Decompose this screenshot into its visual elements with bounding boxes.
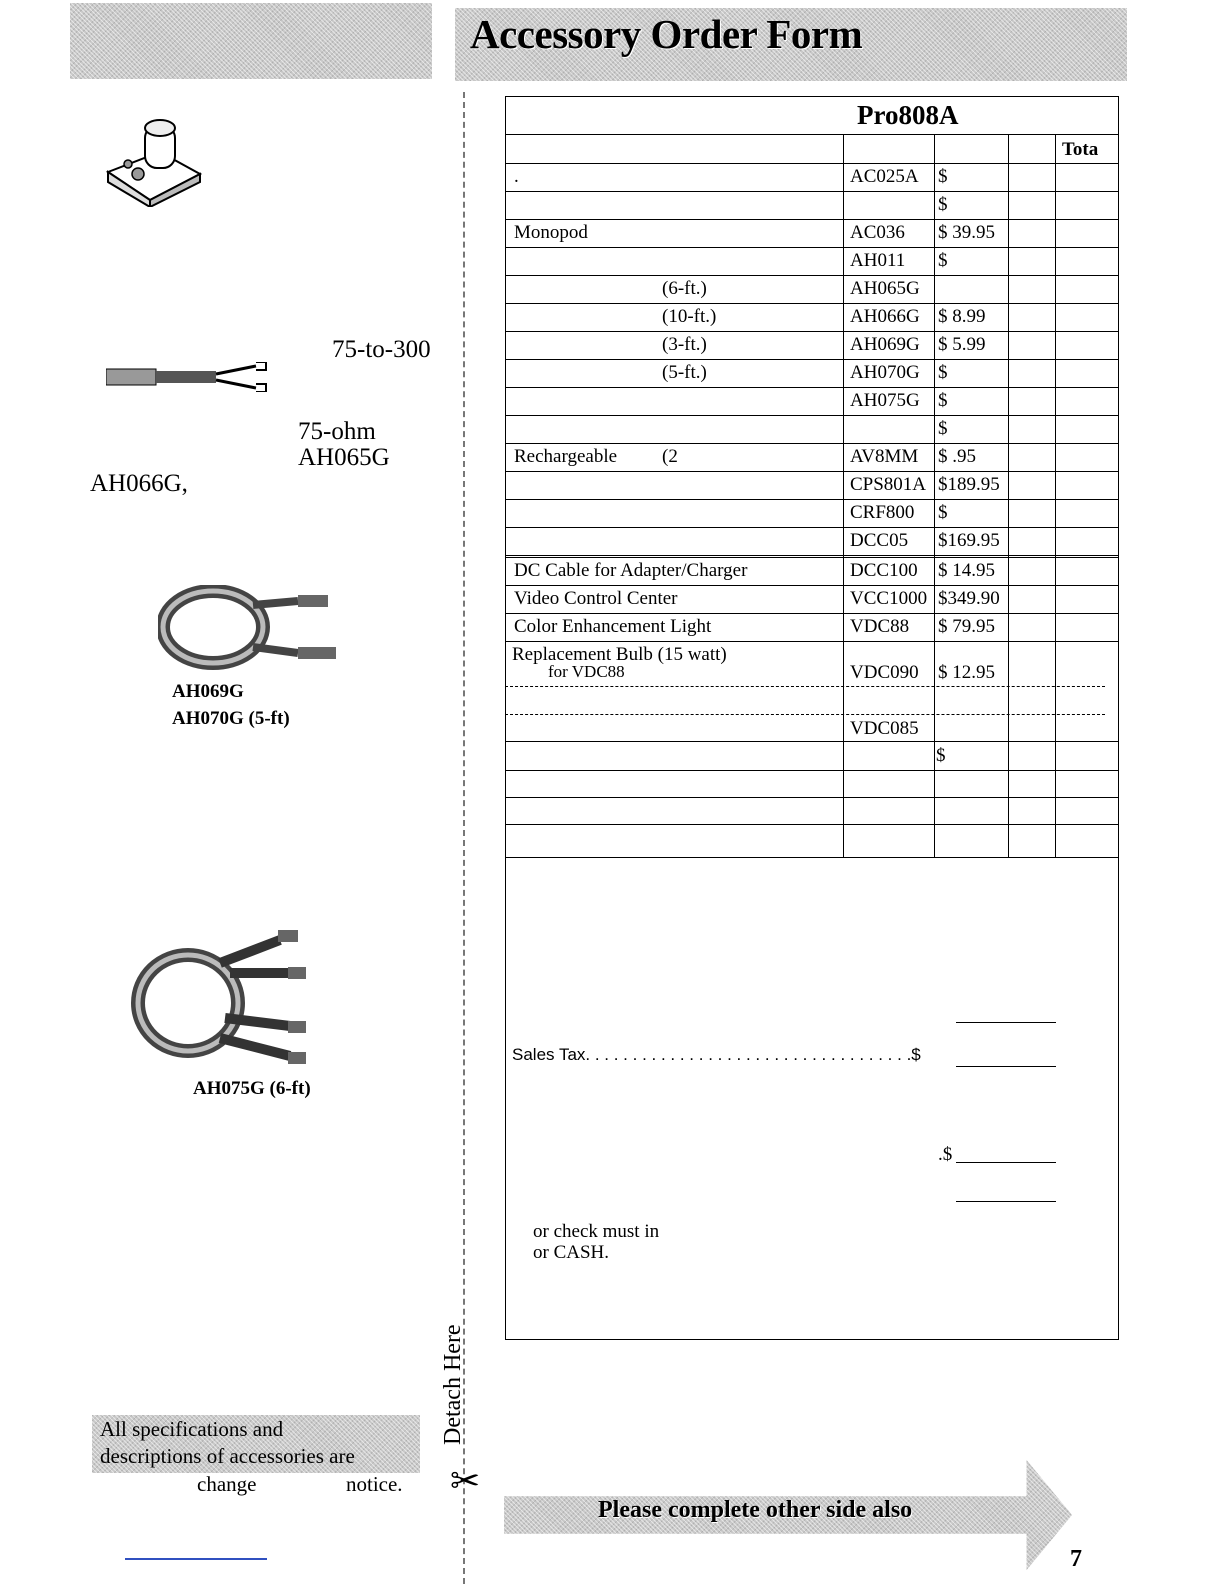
transformer-cable-icon — [106, 362, 271, 392]
row-description: Video Control Center — [514, 588, 678, 609]
total-cell[interactable] — [1057, 275, 1117, 301]
row-price: $169.95 — [938, 530, 1000, 551]
triple-rca-cable-icon — [130, 918, 320, 1068]
shipping-line[interactable] — [956, 1162, 1056, 1163]
row-price: $349.90 — [938, 588, 1000, 609]
total-cell[interactable] — [1057, 527, 1117, 553]
row-item-code: AC025A — [850, 166, 919, 187]
code-ah065g-text: AH065G — [298, 444, 390, 471]
total-column-header: Tota — [1062, 139, 1099, 160]
total-cell[interactable] — [1057, 557, 1117, 583]
total-cell[interactable] — [1057, 247, 1117, 273]
grid-rule — [505, 770, 1119, 771]
grid-rule — [505, 824, 1119, 825]
row-item-code: AH070G — [850, 362, 920, 383]
row-length: (10-ft.) — [662, 306, 717, 327]
row-price: $ 14.95 — [938, 560, 995, 581]
notice-line-2: descriptions of accessories are — [100, 1444, 355, 1468]
quantity-cell[interactable] — [1010, 191, 1055, 217]
row-price: $ — [938, 362, 948, 383]
row-description: . — [514, 166, 519, 187]
notice-change-word: change — [197, 1472, 257, 1496]
row-length: (3-ft.) — [662, 334, 707, 355]
row-price: $ 79.95 — [938, 616, 995, 637]
sales-tax-label: Sales Tax. . . . . . . . . . . . . . . . . . . . . . . . . . . . . . . . . . .$ — [512, 1045, 921, 1064]
total-line[interactable] — [956, 1201, 1056, 1202]
total-cell[interactable] — [1057, 471, 1117, 497]
grid-rule — [505, 857, 1119, 858]
row-price: $ 8.99 — [938, 306, 986, 327]
quantity-cell[interactable] — [1010, 247, 1055, 273]
quantity-cell[interactable] — [1010, 557, 1055, 583]
row-length: (6-ft.) — [662, 278, 707, 299]
impedance-text: 75-to-300 — [332, 336, 431, 363]
notice-notice-word: notice. — [346, 1472, 403, 1496]
row-price: $189.95 — [938, 474, 1000, 495]
row-price: $ — [938, 250, 948, 271]
total-cell[interactable] — [1057, 163, 1117, 189]
row-item-code: DCC05 — [850, 530, 909, 551]
row-length: (2 — [662, 446, 678, 467]
ohm-text: 75-ohm — [298, 418, 376, 445]
quantity-cell[interactable] — [1010, 471, 1055, 497]
total-cell[interactable] — [1057, 303, 1117, 329]
grid-dashed-rule — [505, 714, 1105, 715]
grid-column-rule — [1055, 134, 1056, 857]
quantity-cell[interactable] — [1010, 387, 1055, 413]
bulb-price: $ 12.95 — [938, 662, 995, 683]
row-description: Monopod — [514, 222, 588, 243]
quantity-cell[interactable] — [1010, 415, 1055, 441]
grid-rule — [505, 741, 1119, 742]
total-cell[interactable] — [1057, 387, 1117, 413]
bulb-desc-line1: Replacement Bulb (15 watt) — [512, 644, 727, 665]
row-item-code: CRF800 — [850, 502, 915, 523]
grid-dashed-rule — [505, 686, 1105, 687]
row-item-code: AV8MM — [850, 446, 919, 467]
shipping-dollar: .$ — [938, 1144, 953, 1165]
row-item-code: AH066G — [850, 306, 920, 327]
complete-other-side-banner: Please complete other side also — [598, 1497, 913, 1523]
cable-ah070g-label: AH070G (5-ft) — [172, 708, 290, 729]
payment-line-2: or CASH. — [533, 1242, 610, 1263]
bulb-code: VDC090 — [850, 662, 919, 683]
grid-column-rule — [843, 134, 844, 857]
row-price: $ — [938, 166, 948, 187]
footer-rule — [125, 1558, 267, 1560]
cable-ah069g-label: AH069G — [172, 681, 244, 702]
model-heading: Pro808A — [857, 100, 959, 130]
row-price: $ — [938, 390, 948, 411]
detach-here-label: Detach Here — [440, 1324, 466, 1445]
grid-rule — [505, 134, 1119, 135]
row-price: $ 5.99 — [938, 334, 986, 355]
total-cell[interactable] — [1057, 499, 1117, 525]
total-cell[interactable] — [1057, 613, 1117, 639]
row-price: $ — [938, 502, 948, 523]
row-item-code: AH069G — [850, 334, 920, 355]
code-ah066g-text: AH066G, — [90, 470, 188, 497]
row-item-code: AH011 — [850, 250, 906, 271]
extra-price: $ — [936, 745, 946, 766]
total-cell[interactable] — [1057, 443, 1117, 469]
quantity-cell[interactable] — [1010, 499, 1055, 525]
row-length: (5-ft.) — [662, 362, 707, 383]
page-number: 7 — [1070, 1546, 1082, 1572]
quantity-cell[interactable] — [1010, 585, 1055, 611]
grid-column-rule — [934, 134, 935, 857]
row-item-code: VDC88 — [850, 616, 910, 637]
total-cell[interactable] — [1057, 191, 1117, 217]
row-item-code: AC036 — [850, 222, 905, 243]
row-item-code: DCC100 — [850, 560, 918, 581]
row-description: DC Cable for Adapter/Charger — [514, 560, 748, 581]
rca-cable-coil-icon — [158, 585, 343, 670]
row-price: $ .95 — [938, 446, 976, 467]
quantity-cell[interactable] — [1010, 303, 1055, 329]
row-price: $ — [938, 418, 948, 439]
subtotal-line[interactable] — [956, 1022, 1056, 1023]
row-item-code: AH075G — [850, 390, 920, 411]
total-cell[interactable] — [1057, 415, 1117, 441]
quantity-cell[interactable] — [1010, 275, 1055, 301]
page-title: Accessory Order Form — [470, 11, 863, 57]
total-cell[interactable] — [1057, 331, 1117, 357]
cable-ah075g-label: AH075G (6-ft) — [193, 1078, 311, 1099]
row-item-code: VCC1000 — [850, 588, 928, 609]
bulb-desc-line2: for VDC88 — [548, 662, 625, 681]
sales-tax-line[interactable] — [956, 1066, 1056, 1067]
grid-column-rule — [1008, 134, 1009, 857]
quantity-cell[interactable] — [1010, 163, 1055, 189]
total-cell[interactable] — [1057, 585, 1117, 611]
grid-rule — [505, 641, 1119, 642]
row-description: Color Enhancement Light — [514, 616, 712, 637]
quantity-cell[interactable] — [1010, 527, 1055, 553]
grid-rule — [505, 797, 1119, 798]
quantity-cell[interactable] — [1010, 443, 1055, 469]
quantity-cell[interactable] — [1010, 359, 1055, 385]
total-cell[interactable] — [1057, 219, 1117, 245]
grid-rule — [505, 555, 1119, 556]
row-item-code: CPS801A — [850, 474, 927, 495]
total-cell[interactable] — [1057, 359, 1117, 385]
quantity-cell[interactable] — [1010, 613, 1055, 639]
extra-code: VDC085 — [850, 718, 919, 739]
quantity-cell[interactable] — [1010, 219, 1055, 245]
payment-line-1: or check must in — [533, 1221, 660, 1242]
quantity-cell[interactable] — [1010, 331, 1055, 357]
adapter-plug-icon — [100, 112, 210, 207]
row-price: $ — [938, 194, 948, 215]
row-item-code: AH065G — [850, 278, 920, 299]
left-header-band — [70, 3, 432, 79]
scissors-icon: ✂ — [450, 1461, 481, 1501]
row-description: Rechargeable — [514, 446, 618, 467]
row-price: $ 39.95 — [938, 222, 995, 243]
notice-line-1: All specifications and — [100, 1417, 284, 1441]
